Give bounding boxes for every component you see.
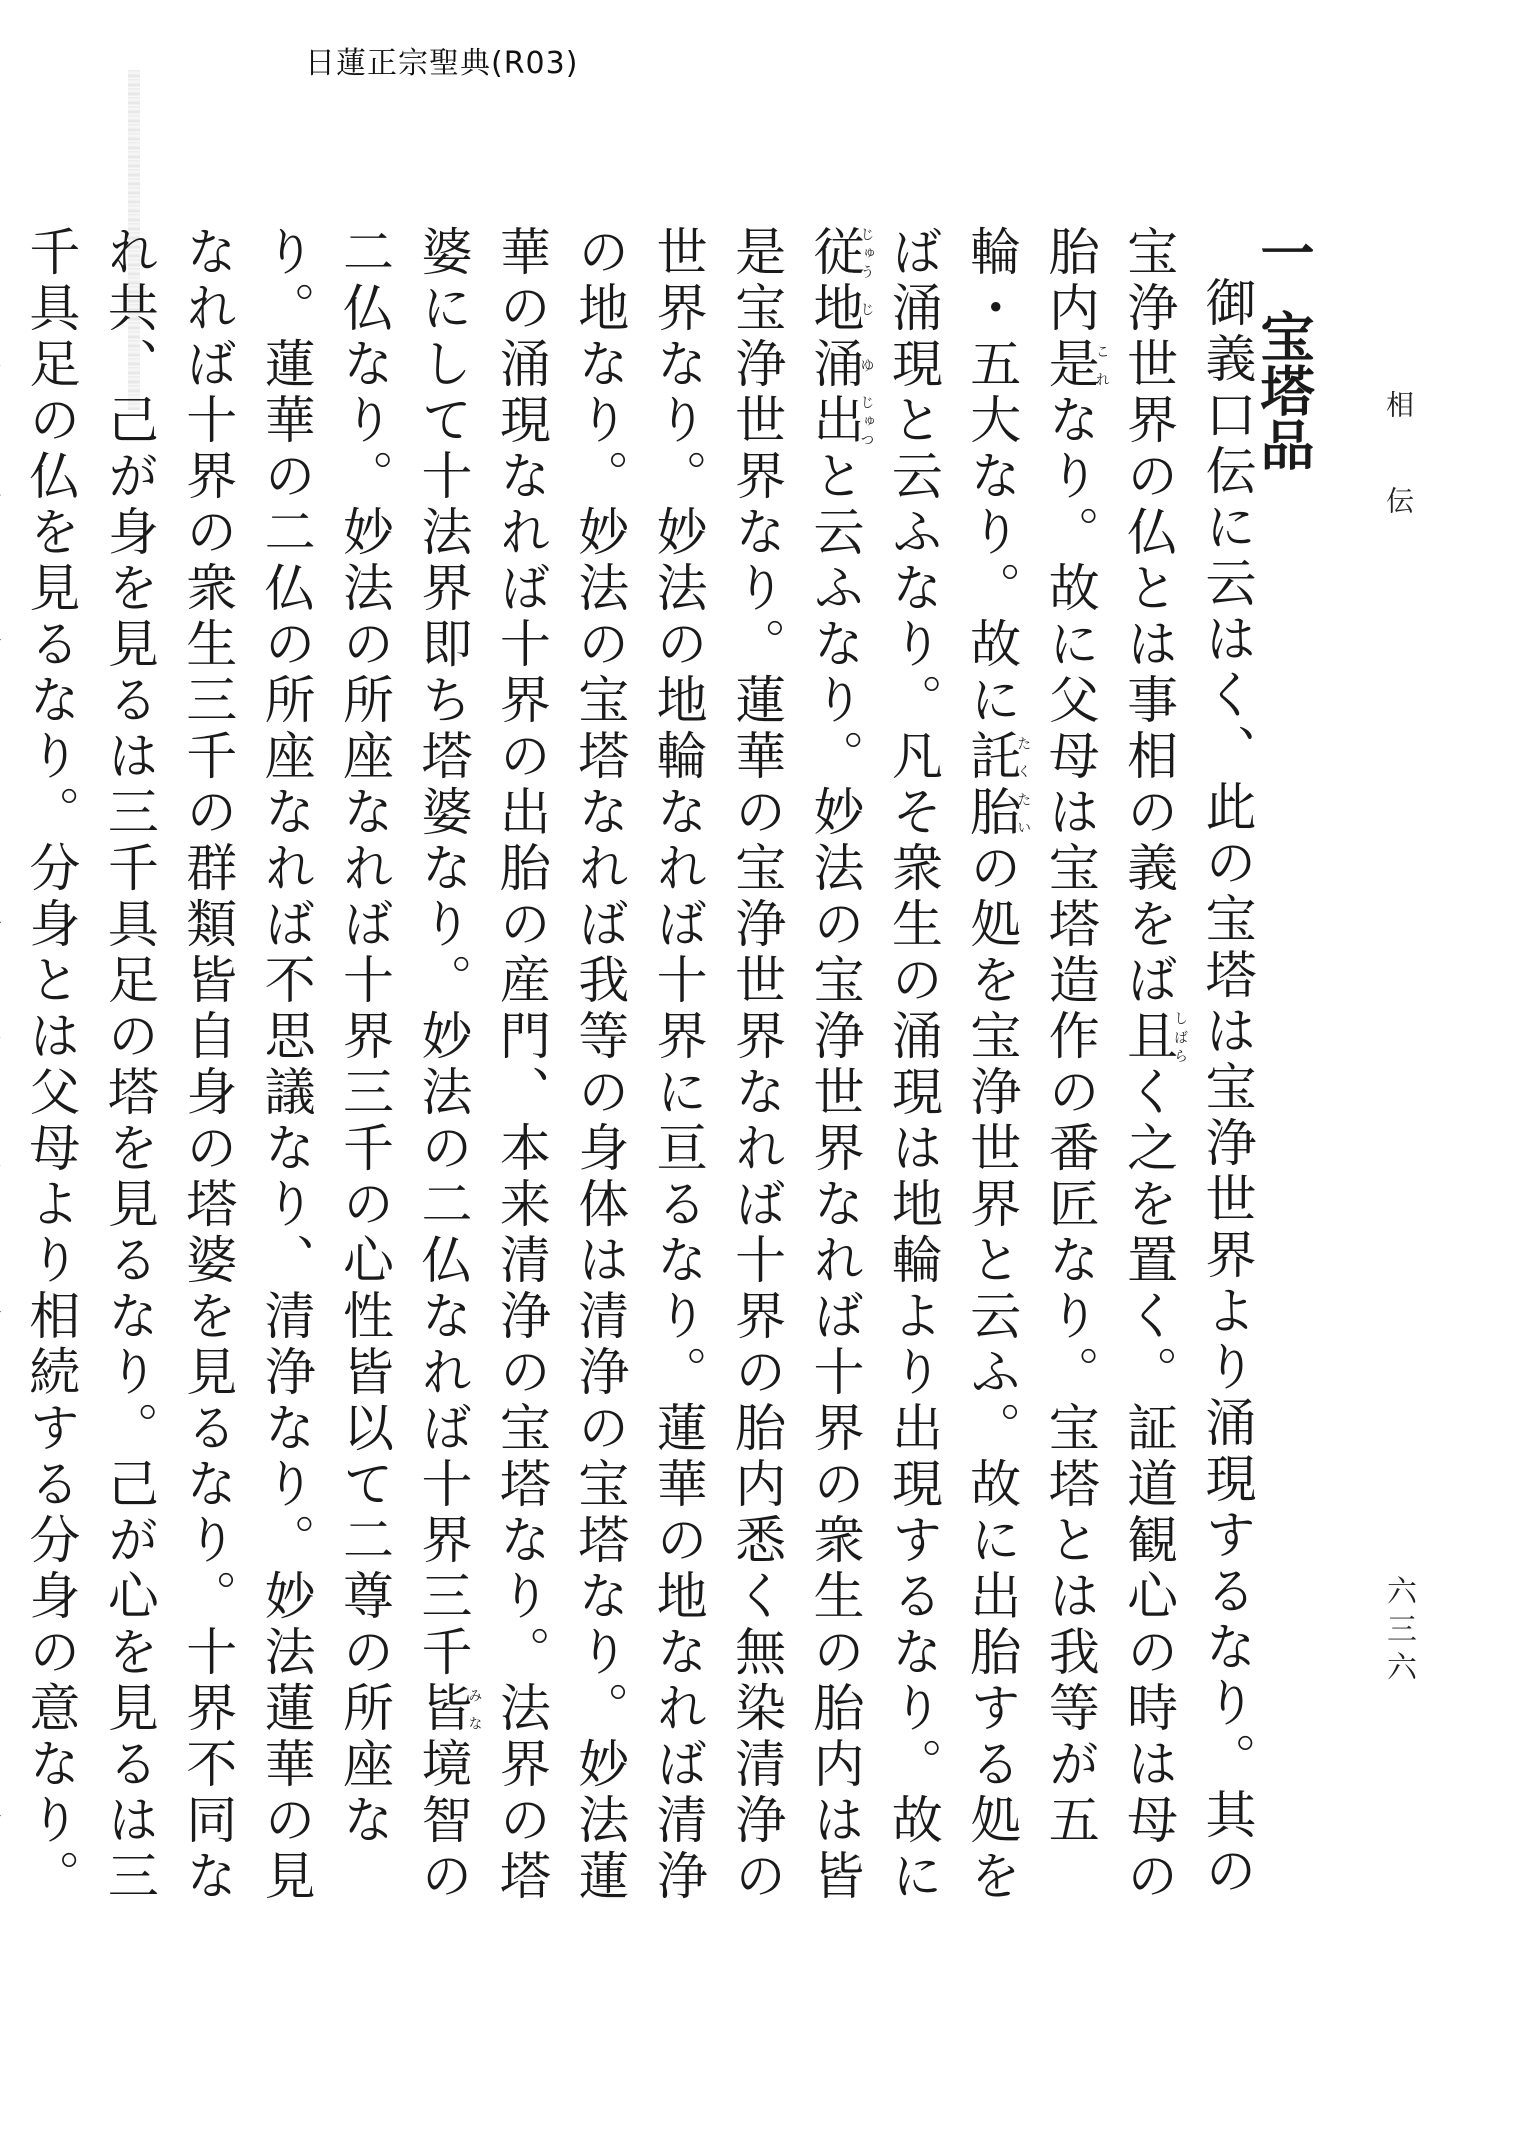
text-run: の処を宝浄世界と云ふ。故に出胎する処をば涌現と云ふなり。凡そ衆生の涌現は地輪より出現するなり。故に xyxy=(882,225,1020,1905)
ruby-annotation xyxy=(803,281,875,337)
ruby-annotation xyxy=(960,729,1032,841)
ruby-reading: みな xyxy=(466,1681,483,1737)
ruby-base: 且 xyxy=(1117,1009,1177,1065)
text-run: 御義口伝に云はく、此の宝塔は宝浄世界より涌現するなり。其の宝浄世界の仏とは事相の義をば xyxy=(1117,225,1255,1900)
ruby-reading: たくたい xyxy=(1015,729,1032,841)
ruby-base: 地 xyxy=(803,281,863,337)
ruby-base: 涌 xyxy=(803,337,863,393)
ruby-annotation xyxy=(803,337,875,393)
running-head: 相伝 xyxy=(1382,390,1415,582)
ruby-reading: ゆ xyxy=(858,337,875,393)
section-title: 宝塔品 xyxy=(1252,309,1316,471)
ruby-reading: しばら xyxy=(1172,1009,1189,1065)
ruby-base: 是 xyxy=(1039,337,1099,393)
section-number-mark: 一 xyxy=(1252,225,1316,279)
ruby-annotation xyxy=(803,225,875,281)
ruby-base: 従 xyxy=(803,225,863,281)
ruby-annotation xyxy=(803,393,875,449)
text-run: 境智の二仏なり。妙法の所座なれば十界三千の心性皆以て二尊の所座なり。蓮華の二仏の所座なれば不思議なり、清浄なり。妙法蓮華の見なれば十界の衆生三千の群類皆自身の塔婆を見るなり。十界不同なれ共、己が身を見るは三千具足の塔を見るなり。己が心を見るは三千具足の仏を見るなり。分身とは父母より相続する分身の意なり。 xyxy=(19,225,471,1905)
body-paragraph xyxy=(0,225,1264,1905)
ruby-base: 託胎 xyxy=(960,729,1020,841)
text-run: と云ふなり。妙法の宝浄世界なれば十界の衆生の胎内は皆是宝浄世界なり。蓮華の宝浄世界なれば十界の胎内悉く無染清浄の世界なり。妙法の地輪なれば十界に亘るなり。蓮華の地なれば清浄の地なり。妙法の宝塔なれば我等の身体は清浄の宝塔なり。妙法蓮華の涌現なれば十界の出胎の産門、本来清浄の宝塔なり。法界の塔婆にして十法界即ち塔婆なり。妙法の二仏なれば十界三千 xyxy=(411,225,863,1905)
text-run: なり。故に父母は宝塔造作の番匠なり。宝塔とは我等が五輪・五大なり。故に xyxy=(960,225,1099,1849)
ruby-annotation xyxy=(1117,1009,1189,1065)
book-title: 日蓮正宗聖典(R03) xyxy=(305,46,579,81)
page-number: 六三六 xyxy=(1381,1575,1416,1689)
ruby-annotation xyxy=(1039,337,1110,393)
ruby-base: 出 xyxy=(803,393,863,449)
ruby-base: 皆 xyxy=(411,1681,471,1737)
ruby-reading: じゅう xyxy=(858,225,875,281)
ruby-reading: じゅつ xyxy=(858,393,875,449)
ruby-annotation xyxy=(411,1681,483,1737)
body-text xyxy=(19,225,1264,1905)
ruby-reading: これ xyxy=(1093,337,1110,393)
ruby-reading: じ xyxy=(858,281,875,337)
text-run: く之を置く。証道観心の時は母の胎内 xyxy=(1039,225,1177,1905)
